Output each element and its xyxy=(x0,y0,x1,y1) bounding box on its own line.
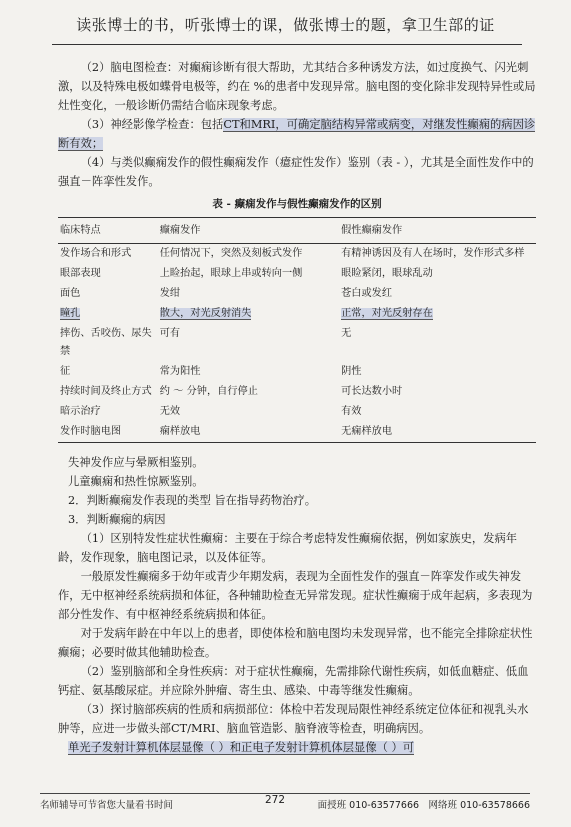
bottom-paragraphs xyxy=(58,453,536,757)
paragraph xyxy=(58,662,536,700)
table-row xyxy=(58,284,536,304)
table-cell xyxy=(158,304,339,324)
table-header-cell: 假性癫痫发作 xyxy=(339,218,536,244)
table-cell xyxy=(58,422,158,443)
table-cell xyxy=(58,244,158,265)
table-cell xyxy=(58,402,158,422)
cell-text: 正常，对光反射存在 xyxy=(341,308,433,319)
paragraph-text: 2．判断癫痫发作表现的类型 旨在指导药物治疗。 xyxy=(68,494,317,507)
table-cell xyxy=(158,362,339,382)
cell-text: 瞳孔 xyxy=(60,308,81,319)
paragraph-text: （1）区别特发性症状性癫痫：主要在于综合考虑特发性癫痫依据，例如家族史，发病年龄，发作现象，脑电图记录，以及体征等。 xyxy=(58,532,518,564)
paragraph xyxy=(58,58,536,115)
table-cell xyxy=(158,422,339,443)
table-cell xyxy=(339,362,536,382)
document-body xyxy=(58,58,536,757)
table-cell xyxy=(339,324,536,362)
cell-text: 任何情况下，突然及刻板式发作 xyxy=(159,248,303,259)
paragraph-text: 一般原发性癫痫多于幼年或青少年期发病，表现为全面性发作的强直－阵挛发作或失神发作，无中枢神经系统病损和体征，各种辅助检查无异常发现。症状性癫痫于成年起病，多表现为部分性发作、有中枢神经系统病损和体征。 xyxy=(58,570,533,621)
cell-text: 暗示治疗 xyxy=(60,406,101,417)
paragraph xyxy=(58,529,536,567)
table-body xyxy=(58,244,536,443)
paragraph-text: 对于发病年龄在中年以上的患者，即使体检和脑电图均未发现异常，也不能完全排除症状性癫痫；必要时做其他辅助检查。 xyxy=(58,627,533,659)
cell-text: 有效 xyxy=(341,406,362,417)
paragraph-text: （3）探讨脑部疾病的性质和病损部位：体检中若发现局限性神经系统定位体征和视乳头水肿等，应进一步做头部CT/MRI、脑血管造影、脑脊液等检查，明确病因。 xyxy=(58,703,529,735)
table-cell xyxy=(158,402,339,422)
cell-text: 痫样放电 xyxy=(159,426,201,437)
cell-text: 无痫样放电 xyxy=(341,426,393,437)
cell-text: 征 xyxy=(60,366,71,377)
paragraph xyxy=(58,738,536,757)
table-row xyxy=(58,402,536,422)
paragraph-text: （4）与类似癫痫发作的假性癫痫发作（癔症性发作）鉴别（表 - ），尤其是全面性发作中的强直－阵挛性发作。 xyxy=(58,156,534,188)
table-cell xyxy=(339,284,536,304)
cell-text: 眼部表现 xyxy=(60,268,101,279)
table-header-cell: 癫痫发作 xyxy=(158,218,339,244)
paragraph-text: 儿童癫痫和热性惊厥鉴别。 xyxy=(68,475,204,488)
cell-text: 散大，对光反射消失 xyxy=(159,308,252,319)
cell-text: 常为阳性 xyxy=(159,366,201,377)
page-footer xyxy=(40,794,530,813)
cell-text: 可有 xyxy=(159,328,181,339)
paragraph xyxy=(58,567,536,624)
cell-text: 可长达数小时 xyxy=(341,386,403,397)
table-row xyxy=(58,264,536,284)
highlighted-text: CT和MRI，可确定脑结构异常或病变，对继发性癫痫的病因诊断有效； xyxy=(58,118,536,150)
cell-text: 发作时脑电图 xyxy=(60,426,122,437)
top-paragraphs xyxy=(58,58,536,191)
footer-contact: 面授班 010-63577666 网络班 010-63578666 xyxy=(317,800,530,811)
paragraph xyxy=(58,472,536,491)
cell-text: 面色 xyxy=(60,288,81,299)
table-row xyxy=(58,362,536,382)
table-cell xyxy=(58,382,158,402)
table-cell xyxy=(339,382,536,402)
highlighted-text: 单光子发射计算机体层显像（ ）和正电子发射计算机体层显像（ ）可 xyxy=(68,741,415,754)
paragraph xyxy=(58,624,536,662)
cell-text: 苍白或发红 xyxy=(341,288,393,299)
table-cell xyxy=(58,264,158,284)
table-header-row xyxy=(58,218,536,244)
table-cell xyxy=(339,402,536,422)
paragraph xyxy=(58,491,536,510)
table-cell xyxy=(158,264,339,284)
paragraph-text: （2）鉴别脑部和全身性疾病：对于症状性癫痫，先需排除代谢性疾病，如低血糖症、低血钙症、氨基酸尿症。并应除外肿瘤、寄生虫、感染、中毒等继发性癫痫。 xyxy=(58,665,529,697)
table-title: 表 - 癫痫发作与假性癫痫发作的区别 xyxy=(212,198,382,210)
table-row xyxy=(58,244,536,265)
table-cell xyxy=(339,422,536,443)
table-cell xyxy=(158,382,339,402)
table-cell xyxy=(339,264,536,284)
cell-text: 发绀 xyxy=(159,288,181,299)
cell-text: 无效 xyxy=(159,406,181,417)
table-header-cell: 临床特点 xyxy=(58,218,158,244)
table-cell xyxy=(58,304,158,324)
cell-text: 持续时间及终止方式 xyxy=(60,386,152,397)
table-cell xyxy=(339,244,536,265)
table-cell xyxy=(158,284,339,304)
cell-text: 有精神诱因及有人在场时，发作形式多样 xyxy=(341,248,525,259)
paragraph xyxy=(58,700,536,738)
table-row xyxy=(58,324,536,362)
cell-text: 发作场合和形式 xyxy=(60,248,132,259)
table-cell xyxy=(58,284,158,304)
footer-slogan: 名师辅导可节省您大量看书时间 xyxy=(40,800,174,811)
cell-text: 阴性 xyxy=(341,366,362,377)
header-divider xyxy=(52,44,522,45)
table-cell xyxy=(158,324,339,362)
cell-text: 上睑抬起，眼球上串或转向一侧 xyxy=(159,268,303,279)
table-row xyxy=(58,304,536,324)
comparison-table xyxy=(58,217,536,443)
paragraph xyxy=(58,510,536,529)
page-header: 读张博士的书，听张博士的课，做张博士的题，拿卫生部的证 xyxy=(76,16,495,34)
paragraph-text: 失神发作应与晕厥相鉴别。 xyxy=(68,456,204,469)
paragraph-text: （2）脑电图检查：对癫痫诊断有很大帮助，尤其结合多种诱发方法，如过度换气、闪光刺激，以及特殊电极如蝶骨电极等，约在 %的患者中发现异常。脑电图的变化除非发现特异性或局灶性变化，一般诊断仍需结合临床现象考虑。 xyxy=(58,61,536,112)
table-cell xyxy=(339,304,536,324)
table-cell xyxy=(58,362,158,382)
table-cell xyxy=(158,244,339,265)
table-row xyxy=(58,382,536,402)
cell-text: 约 ～ 分钟，自行停止 xyxy=(159,386,258,397)
paragraph-text: （3）神经影像学检查：包括 xyxy=(80,118,224,131)
paragraph xyxy=(58,153,536,191)
paragraph-text: 3．判断癫痫的病因 xyxy=(68,513,166,526)
table-row xyxy=(58,422,536,443)
cell-text: 摔伤、舌咬伤、尿失禁 xyxy=(60,328,152,357)
paragraph xyxy=(58,453,536,472)
cell-text: 眼睑紧闭，眼球乱动 xyxy=(341,268,433,279)
page-number: 272 xyxy=(265,794,286,806)
paragraph xyxy=(58,115,536,153)
cell-text: 无 xyxy=(341,328,352,339)
table-cell xyxy=(58,324,158,362)
